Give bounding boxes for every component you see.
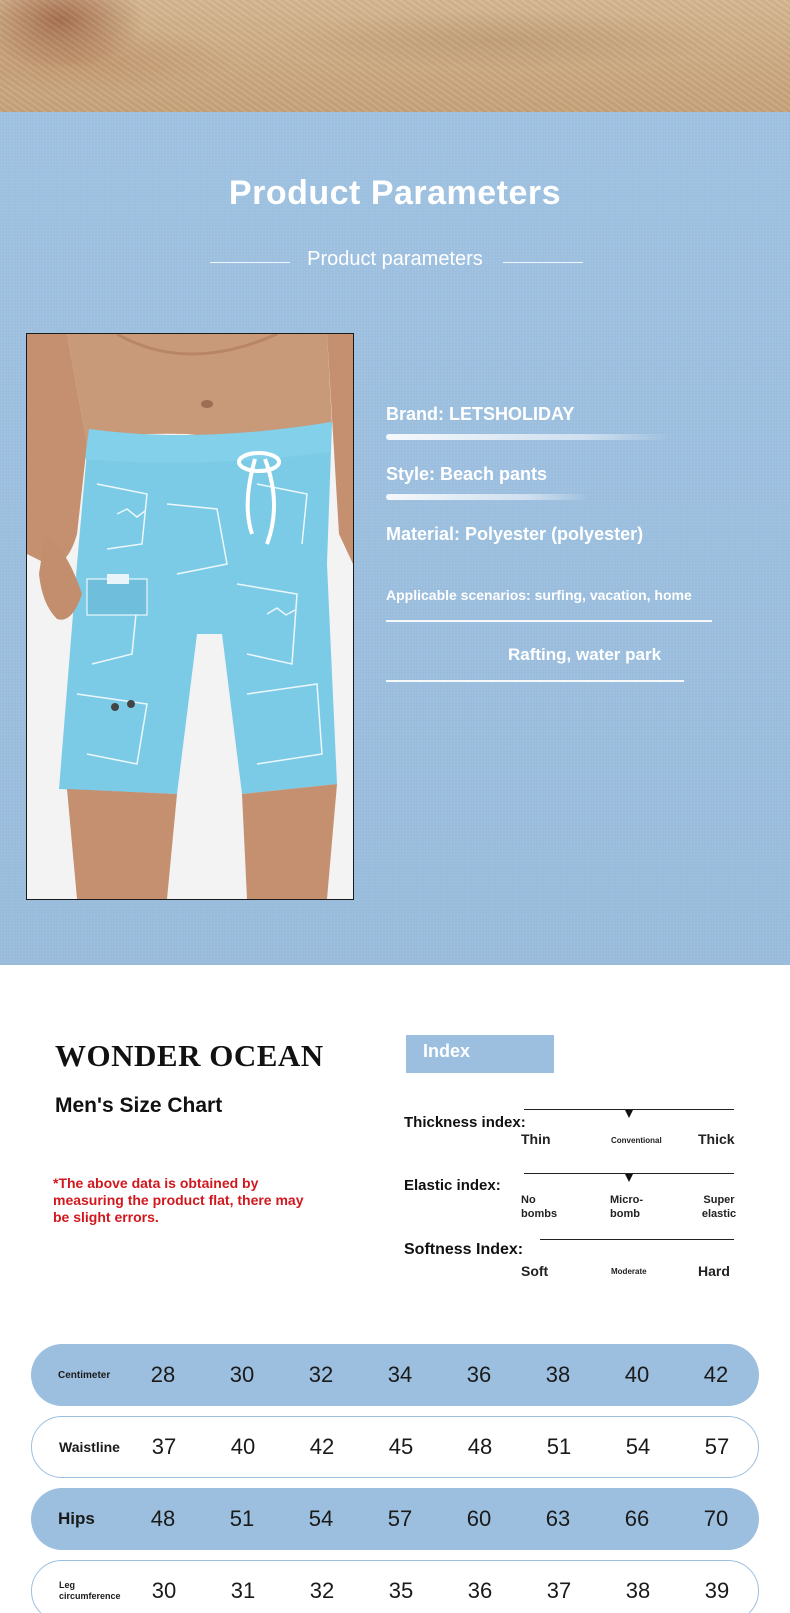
product-photo xyxy=(26,333,354,900)
table-cell: 40 xyxy=(624,1362,650,1387)
table-cell: 38 xyxy=(545,1362,571,1387)
table-cell: 54 xyxy=(625,1434,651,1459)
index-option: Moderate xyxy=(611,1267,647,1276)
index-marker-icon xyxy=(625,1174,633,1182)
thickness-index-label: Thickness index: xyxy=(404,1114,526,1131)
spec-material: Material: Polyester (polyester) xyxy=(386,524,644,544)
table-row xyxy=(31,1416,759,1478)
table-cell: 30 xyxy=(229,1362,255,1387)
table-row xyxy=(31,1344,759,1406)
table-cell: 31 xyxy=(230,1578,256,1603)
table-cell: 51 xyxy=(229,1506,255,1531)
row-label: Hips xyxy=(58,1509,95,1528)
table-cell: 34 xyxy=(387,1362,413,1387)
table-cell: 63 xyxy=(545,1506,571,1531)
spec-brand: Brand: LETSHOLIDAY xyxy=(386,404,575,424)
index-marker-icon xyxy=(625,1110,633,1118)
table-row xyxy=(31,1560,759,1613)
index-option: No bombs xyxy=(521,1194,558,1220)
table-cell: 35 xyxy=(388,1578,414,1603)
params-subtitle-row xyxy=(0,248,790,278)
spec-scenarios: Applicable scenarios: surfing, vacation, home xyxy=(386,587,692,603)
row-label: Centimeter xyxy=(58,1369,111,1381)
row-label: Waistline xyxy=(59,1439,120,1455)
table-cell: 38 xyxy=(625,1578,651,1603)
index-option: Super elastic xyxy=(701,1194,737,1220)
table-cell: 30 xyxy=(151,1578,177,1603)
table-cell: 70 xyxy=(703,1506,729,1531)
index-option: Thin xyxy=(521,1131,551,1147)
table-cell: 66 xyxy=(624,1506,650,1531)
table-cell: 45 xyxy=(388,1434,414,1459)
table-cell: 48 xyxy=(150,1506,176,1531)
divider-line xyxy=(386,680,684,682)
index-badge: Index xyxy=(406,1035,554,1073)
table-cell: 42 xyxy=(703,1362,729,1387)
index-scale-line xyxy=(540,1239,734,1240)
table-cell: 54 xyxy=(308,1506,334,1531)
table-cell: 36 xyxy=(467,1578,493,1603)
table-cell: 40 xyxy=(230,1434,256,1459)
divider-line xyxy=(386,620,712,622)
params-subtitle: Product parameters xyxy=(307,248,483,270)
table-cell: 28 xyxy=(150,1362,176,1387)
table-cell: 37 xyxy=(546,1578,572,1603)
table-cell: 39 xyxy=(704,1578,730,1603)
divider-line xyxy=(503,262,583,263)
index-option: Thick xyxy=(698,1131,735,1147)
size-chart-title: Men's Size Chart xyxy=(55,1094,223,1117)
params-title: Product Parameters xyxy=(228,174,562,212)
table-cell: 57 xyxy=(704,1434,730,1459)
table-cell: 51 xyxy=(546,1434,572,1459)
table-cell: 32 xyxy=(309,1578,335,1603)
index-option: Micro-bomb xyxy=(610,1194,643,1220)
highlight-bar xyxy=(386,494,590,500)
spec-style: Style: Beach pants xyxy=(386,464,548,484)
table-cell: 37 xyxy=(151,1434,177,1459)
table-cell: 32 xyxy=(308,1362,334,1387)
elastic-index-label: Elastic index: xyxy=(404,1177,501,1194)
table-cell: 36 xyxy=(466,1362,492,1387)
table-row xyxy=(31,1488,759,1550)
row-label: Leg circumference xyxy=(59,1580,121,1601)
spec-scenarios-continued: Rafting, water park xyxy=(508,645,662,664)
index-option: Conventional xyxy=(611,1136,662,1145)
brand-logo-text: WONDER OCEAN xyxy=(55,1038,324,1073)
table-cell: 48 xyxy=(467,1434,493,1459)
measurement-note: *The above data is obtained by measuring the product flat, there may be slight errors. xyxy=(53,1175,304,1225)
table-cell: 42 xyxy=(309,1434,335,1459)
softness-index-label: Softness Index: xyxy=(404,1241,524,1258)
highlight-bar xyxy=(386,434,670,440)
index-option: Hard xyxy=(698,1263,730,1279)
index-option: Soft xyxy=(521,1263,549,1279)
product-parameters-section xyxy=(0,112,790,965)
table-cell: 57 xyxy=(387,1506,413,1531)
table-cell: 60 xyxy=(466,1506,492,1531)
beach-sand-banner xyxy=(0,0,790,112)
